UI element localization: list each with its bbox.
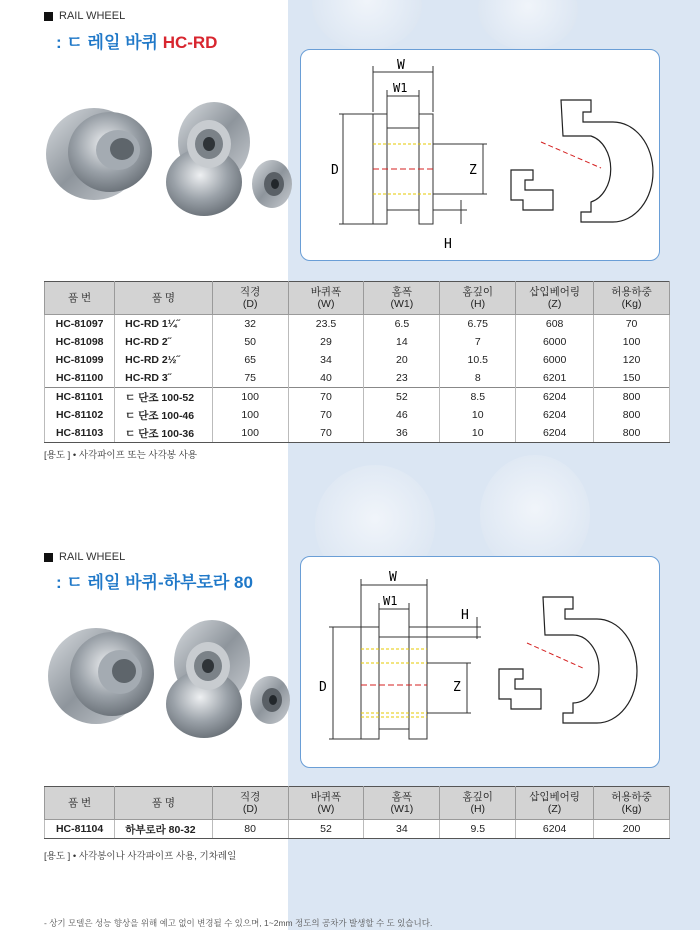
header-cell: 삽입베어링 (Z): [516, 787, 594, 820]
cell-part-name: HC-RD 2½˝: [115, 351, 213, 369]
section1-eyebrow: [44, 10, 125, 22]
header-cell: 홈폭 (W1): [364, 282, 440, 315]
label-z: Z: [453, 680, 461, 695]
cell-part-no: HC-81103: [45, 424, 115, 443]
table-row: [45, 388, 670, 407]
header-cell: 품 명: [115, 282, 213, 315]
section1-title: [56, 28, 217, 53]
spec-table-lower-roller: [44, 786, 670, 839]
label-w1: W1: [383, 594, 398, 608]
footnote: - 상기 모델은 성능 향상을 위해 예고 없이 변경될 수 있으며, 1~2mm 정도의 공차가 발생할 수 도 있습니다.: [44, 918, 433, 928]
cell-groove-depth: 6.75: [440, 315, 516, 334]
label-w1: W1: [393, 81, 408, 95]
cell-bearing: 608: [516, 315, 594, 334]
section2-title: [56, 568, 253, 593]
wheel-cross-section-drawing: [301, 50, 659, 260]
label-w: W: [397, 58, 405, 73]
section2-eyebrow: [44, 551, 125, 563]
table-row: [45, 820, 670, 839]
cell-part-no: HC-81098: [45, 333, 115, 351]
cell-diameter: 100: [212, 406, 288, 424]
cell-bearing: 6204: [516, 406, 594, 424]
cell-diameter: 75: [212, 369, 288, 388]
cell-diameter: 80: [212, 820, 288, 839]
label-d: D: [319, 680, 327, 695]
eyebrow-label: RAIL WHEEL: [59, 10, 126, 22]
table-row: [45, 424, 670, 443]
cell-part-name: ㄷ 단조 100-46: [115, 406, 213, 424]
product-photo-hc-rd: [44, 92, 294, 222]
cell-groove-width: 34: [364, 820, 440, 839]
table-row: [45, 315, 670, 334]
cell-bearing: 6000: [516, 333, 594, 351]
usage-note: [용도 ] • 사각봉이나 사각파이프 사용, 기차레일: [44, 851, 237, 862]
cell-groove-depth: 8: [440, 369, 516, 388]
cell-diameter: 100: [212, 388, 288, 407]
table-header-row: [45, 787, 670, 820]
bullet-square-icon: [44, 12, 53, 21]
cell-groove-width: 14: [364, 333, 440, 351]
cell-wheel-width: 29: [288, 333, 364, 351]
label-h: H: [444, 237, 452, 252]
cell-groove-depth: 9.5: [440, 820, 516, 839]
header-cell: 품 번: [45, 787, 115, 820]
cell-groove-width: 52: [364, 388, 440, 407]
section1-dimension-diagram: [300, 49, 660, 261]
cell-diameter: 65: [212, 351, 288, 369]
cell-part-no: HC-81101: [45, 388, 115, 407]
header-cell: 홈깊이 (H): [440, 282, 516, 315]
product-photo-lower-roller: [44, 612, 294, 742]
label-w: W: [389, 570, 397, 585]
bullet-square-icon: [44, 553, 53, 562]
cell-part-name: HC-RD 2˝: [115, 333, 213, 351]
cell-bearing: 6204: [516, 424, 594, 443]
wheel-cross-section-drawing: [301, 557, 659, 767]
header-cell: 홈폭 (W1): [364, 787, 440, 820]
cell-load: 800: [594, 388, 670, 407]
cell-groove-width: 20: [364, 351, 440, 369]
cell-groove-depth: 10.5: [440, 351, 516, 369]
cell-groove-width: 6.5: [364, 315, 440, 334]
cell-part-no: HC-81100: [45, 369, 115, 388]
cell-load: 800: [594, 406, 670, 424]
title-model: HC-RD: [162, 33, 218, 52]
cell-part-no: HC-81104: [45, 820, 115, 839]
cell-diameter: 32: [212, 315, 288, 334]
header-cell: 홈깊이 (H): [440, 787, 516, 820]
label-h: H: [461, 608, 469, 623]
cell-groove-depth: 8.5: [440, 388, 516, 407]
cell-part-name: ㄷ 단조 100-36: [115, 424, 213, 443]
cell-diameter: 50: [212, 333, 288, 351]
header-cell: 품 번: [45, 282, 115, 315]
cell-load: 150: [594, 369, 670, 388]
cell-groove-depth: 10: [440, 406, 516, 424]
cell-part-no: HC-81102: [45, 406, 115, 424]
cell-part-no: HC-81097: [45, 315, 115, 334]
cell-load: 800: [594, 424, 670, 443]
title-prefix: : ㄷ 레일 바퀴-하부로라 80: [56, 573, 253, 592]
header-cell: 바퀴폭 (W): [288, 282, 364, 315]
header-cell: 직경 (D): [212, 787, 288, 820]
cell-groove-width: 23: [364, 369, 440, 388]
cell-wheel-width: 23.5: [288, 315, 364, 334]
cell-groove-width: 46: [364, 406, 440, 424]
table-row: [45, 351, 670, 369]
cell-wheel-width: 34: [288, 351, 364, 369]
title-prefix: : ㄷ 레일 바퀴: [56, 33, 158, 52]
cell-groove-depth: 7: [440, 333, 516, 351]
cell-part-no: HC-81099: [45, 351, 115, 369]
cell-load: 200: [594, 820, 670, 839]
header-cell: 바퀴폭 (W): [288, 787, 364, 820]
cell-load: 70: [594, 315, 670, 334]
eyebrow-label: RAIL WHEEL: [59, 551, 126, 563]
cell-load: 120: [594, 351, 670, 369]
header-cell: 직경 (D): [212, 282, 288, 315]
cell-groove-width: 36: [364, 424, 440, 443]
header-cell: 허용하중 (Kg): [594, 282, 670, 315]
label-z: Z: [469, 163, 477, 178]
header-cell: 삽입베어링 (Z): [516, 282, 594, 315]
cell-load: 100: [594, 333, 670, 351]
cell-wheel-width: 70: [288, 406, 364, 424]
cell-wheel-width: 40: [288, 369, 364, 388]
cell-wheel-width: 52: [288, 820, 364, 839]
cell-bearing: 6000: [516, 351, 594, 369]
cell-bearing: 6204: [516, 820, 594, 839]
table-row: [45, 369, 670, 388]
usage-note: [용도 ] • 사각파이프 또는 사각봉 사용: [44, 450, 197, 461]
cell-groove-depth: 10: [440, 424, 516, 443]
section2-dimension-diagram: [300, 556, 660, 768]
cell-bearing: 6201: [516, 369, 594, 388]
cell-part-name: 하부로라 80-32: [115, 820, 213, 839]
cell-part-name: ㄷ 단조 100-52: [115, 388, 213, 407]
header-cell: 허용하중 (Kg): [594, 787, 670, 820]
cell-diameter: 100: [212, 424, 288, 443]
cell-part-name: HC-RD 1¼˝: [115, 315, 213, 334]
table-header-row: [45, 282, 670, 315]
cell-wheel-width: 70: [288, 424, 364, 443]
cell-part-name: HC-RD 3˝: [115, 369, 213, 388]
label-d: D: [331, 163, 339, 178]
cell-bearing: 6204: [516, 388, 594, 407]
cell-wheel-width: 70: [288, 388, 364, 407]
table-row: [45, 406, 670, 424]
table-row: [45, 333, 670, 351]
header-cell: 품 명: [115, 787, 213, 820]
spec-table-hc-rd: [44, 281, 670, 443]
